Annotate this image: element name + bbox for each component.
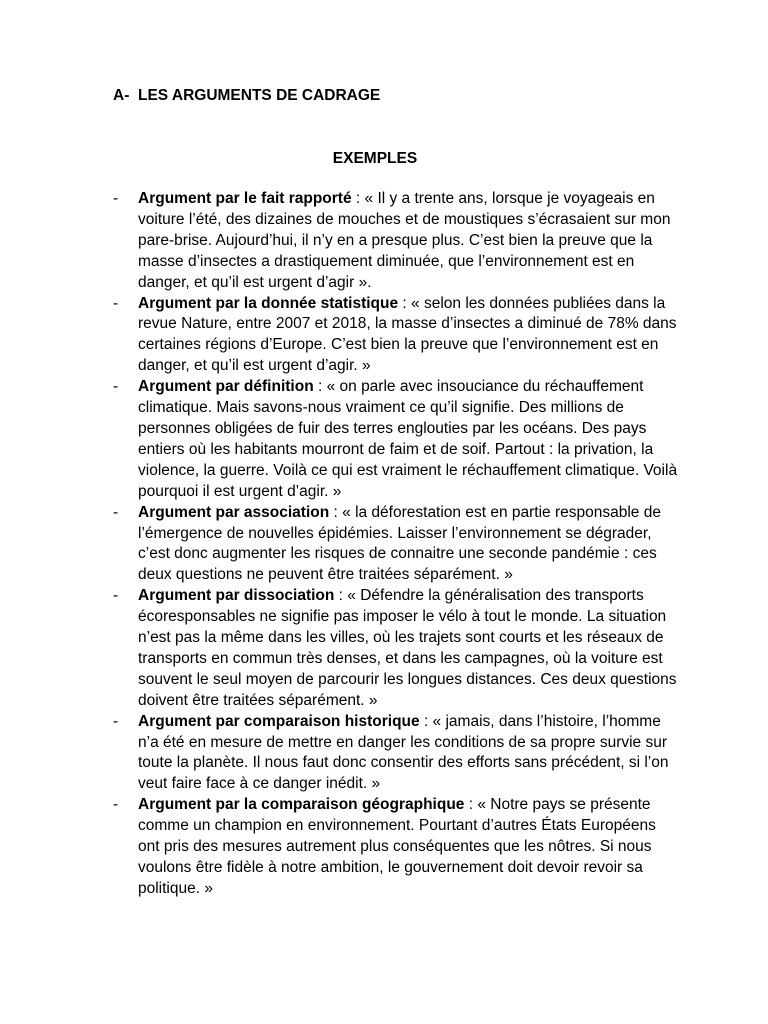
section-heading <box>113 87 380 105</box>
argument-term: Argument par comparaison historique <box>138 712 420 730</box>
bullet-dash: - <box>113 190 119 207</box>
arguments-list <box>113 189 678 900</box>
argument-text: : « on parle avec insouciance du réchauffement climatique. Mais savons-nous vraiment ce qu’il signifie. Des millions de personnes obligées de fuir des terres englouties par les océans. Des pays entiers où les habitants mourront de faim et de soif. Partout : la privation, la violence, la guerre. Voilà ce qui est vraiment le réchauffement climatique. Voilà pourquoi il est urgent d’agir. » <box>138 378 678 500</box>
argument-term: Argument par définition <box>138 378 314 396</box>
section-title: LES ARGUMENTS DE CADRAGE <box>138 87 381 104</box>
list-item <box>113 294 678 378</box>
argument-term: Argument par la comparaison géographique <box>138 796 465 814</box>
bullet-dash: - <box>113 796 119 814</box>
argument-text: : « jamais, dans l’histoire, l’homme n’a été en mesure de mettre en danger les conditions de sa propre survie sur toute la planète. Il nous faut donc consentir des efforts sans précédent, si l’on veut faire face à ce danger inédit. » <box>138 712 669 793</box>
argument-term: Argument par le fait rapporté <box>138 190 352 207</box>
argument-text: : « la déforestation est en partie responsable de l’émergence de nouvelles épidémies. Laisser l’environnement se dégrader, c’est donc augmenter les risques de connaitre une seconde pandémie : ces deux questions ne peuvent être traitées séparément. » <box>138 503 661 584</box>
argument-text: : « Défendre la généralisation des transports écoresponsables ne signifie pas imposer le vélo à tout le monde. La situation n’est pas la même dans les villes, où les trajets sont courts et les réseaux de transports en commun très denses, et dans les campagnes, où la voiture est souvent le seul moyen de parcourir les longues distances. Ces deux questions doivent être traitées séparément. » <box>138 587 677 709</box>
list-item <box>113 712 678 796</box>
list-item <box>113 795 678 900</box>
list-item <box>113 503 678 587</box>
examples-title: EXEMPLES <box>332 150 418 167</box>
argument-term: Argument par la donnée statistique <box>138 294 399 312</box>
bullet-dash: - <box>113 378 119 396</box>
bullet-dash: - <box>113 503 119 521</box>
list-item <box>113 586 678 711</box>
argument-text: : « selon les données publiées dans la revue Nature, entre 2007 et 2018, la masse d’insectes a diminué de 78% dans certaines régions d’Europe. C’est bien la preuve que l’environnement est en danger, et qu’il est urgent d’agir. » <box>138 294 677 375</box>
bullet-dash: - <box>113 712 119 730</box>
argument-term: Argument par dissociation <box>138 587 335 605</box>
argument-term: Argument par association <box>138 503 330 521</box>
bullet-dash: - <box>113 294 119 312</box>
bullet-dash: - <box>113 587 119 605</box>
argument-text: : « Notre pays se présente comme un champion en environnement. Pourtant d’autres États Européens ont pris des mesures autrement plus conséquentes que les nôtres. Si nous voulons être fidèle à notre ambition, le gouvernement doit devoir revoir sa politique. » <box>138 796 656 897</box>
argument-text: : « Il y a trente ans, lorsque je voyageais en voiture l’été, des dizaines de mouches et de moustiques s’écrasaient sur mon pare-brise. Aujourd’hui, il n’y en a presque plus. C’est bien la preuve que la masse d’insectes a drastiquement diminuée, que l’environnement est en danger, et qu’il est urgent d’agir ». <box>138 190 671 291</box>
list-item <box>113 377 678 502</box>
section-marker: A- <box>113 87 130 104</box>
list-item <box>113 189 678 294</box>
